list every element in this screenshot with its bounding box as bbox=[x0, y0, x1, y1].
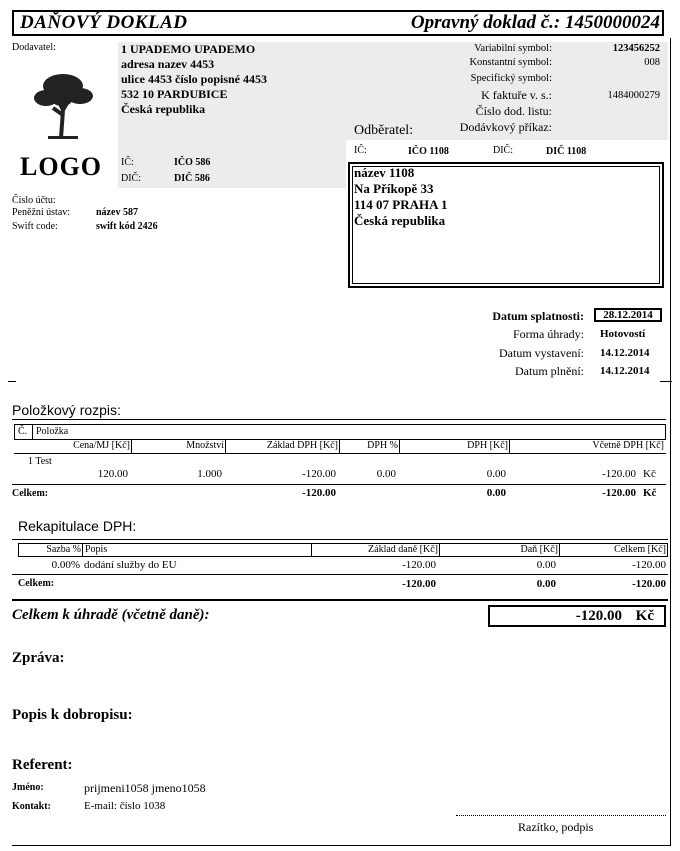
recap-rate-header: Sazba % bbox=[46, 544, 81, 555]
total-value: -120.00 bbox=[575, 608, 622, 624]
symbol-value: 008 bbox=[644, 57, 660, 68]
credit-note-label: Popis k dobropisu: bbox=[12, 707, 133, 723]
recap-base: -120.00 bbox=[402, 559, 436, 571]
symbol-label: Variabilní symbol: bbox=[474, 43, 552, 54]
recap-base-header: Základ daně [Kč] bbox=[368, 544, 438, 555]
symbol-row bbox=[346, 104, 660, 120]
payment-form-label: Forma úhrady: bbox=[513, 327, 584, 341]
recap-total: -120.00 bbox=[632, 559, 666, 571]
item-vat-pct: 0.00 bbox=[376, 468, 396, 480]
supplier-line: 532 10 PARDUBICE bbox=[121, 87, 228, 101]
col-vat-pct-header: DPH % bbox=[367, 440, 398, 451]
item-price: 120.00 bbox=[97, 468, 128, 480]
item-base: -120.00 bbox=[302, 468, 336, 480]
recap-desc-header: Popis bbox=[85, 544, 108, 555]
recap-vat: 0.00 bbox=[536, 559, 556, 571]
item-name: 1 Test bbox=[28, 456, 52, 467]
col-number-header: Č. bbox=[18, 426, 28, 437]
recap-rule bbox=[12, 539, 668, 540]
swift-value: swift kód 2426 bbox=[96, 221, 158, 232]
items-sum-total: -120.00 bbox=[602, 487, 636, 499]
referent-contact-label: Kontakt: bbox=[12, 801, 51, 812]
bank-label: Peněžní ústav: bbox=[12, 207, 71, 218]
total-currency: Kč bbox=[635, 608, 654, 624]
items-sum-vat: 0.00 bbox=[486, 487, 506, 499]
supplier-dic-label: DIČ: bbox=[121, 173, 141, 184]
document-title: DAŇOVÝ DOKLAD bbox=[20, 12, 188, 33]
recap-sum-label: Celkem: bbox=[18, 578, 55, 589]
items-head-row-1 bbox=[14, 424, 666, 440]
customer-dic-label: DIČ: bbox=[493, 145, 513, 156]
items-sum-currency: Kč bbox=[643, 487, 657, 499]
col-qty-header: Množství bbox=[186, 440, 224, 451]
items-rule bbox=[12, 419, 666, 420]
col-total-header: Včetně DPH [Kč] bbox=[592, 440, 664, 451]
symbol-row bbox=[346, 43, 660, 57]
recap-total-header: Celkem [Kč] bbox=[614, 544, 666, 555]
symbol-row bbox=[346, 57, 660, 71]
customer-ic-label: IČ: bbox=[354, 145, 367, 156]
col-item-header: Položka bbox=[36, 426, 69, 437]
total-label: Celkem k úhradě (včetně daně): bbox=[12, 607, 210, 623]
col-base-header: Základ DPH [Kč] bbox=[266, 440, 338, 451]
recap-title: Rekapitulace DPH: bbox=[18, 518, 137, 534]
items-sum-base: -120.00 bbox=[302, 487, 336, 499]
symbol-row bbox=[346, 71, 660, 88]
supplier-ic-label: IČ: bbox=[121, 157, 134, 168]
supplier-line: adresa nazev 4453 bbox=[121, 57, 215, 71]
supplier-ic-value: IČO 586 bbox=[174, 157, 211, 168]
swift-label: Swift code: bbox=[12, 221, 58, 232]
referent-contact-value: E-mail: číslo 1038 bbox=[84, 800, 166, 812]
account-label: Číslo účtu: bbox=[12, 195, 56, 206]
stamp-label: Razítko, podpis bbox=[518, 820, 594, 834]
supplier-line: 1 UPADEMO UPADEMO bbox=[121, 42, 256, 56]
symbol-value: 123456252 bbox=[612, 43, 660, 54]
recap-head-row bbox=[18, 543, 668, 557]
supplier-address bbox=[121, 42, 267, 117]
recap-rate: 0.00% bbox=[51, 559, 80, 571]
recap-sum-total: -120.00 bbox=[632, 578, 666, 590]
symbol-label: Specifický symbol: bbox=[470, 73, 552, 84]
recap-sum-rule bbox=[12, 574, 668, 575]
message-label: Zpráva: bbox=[12, 650, 65, 666]
document-number: Opravný doklad č.: 1450000024 bbox=[410, 12, 660, 33]
item-currency: Kč bbox=[643, 468, 656, 480]
items-title: Položkový rozpis: bbox=[12, 402, 121, 418]
bank-value: název 587 bbox=[96, 207, 138, 218]
referent-title: Referent: bbox=[12, 757, 73, 773]
customer-label: Odběratel: bbox=[354, 123, 414, 138]
issue-date-label: Datum vystavení: bbox=[499, 346, 584, 360]
issue-date-value: 14.12.2014 bbox=[600, 347, 650, 359]
referent-name-label: Jméno: bbox=[12, 782, 44, 793]
customer-line: Na Příkopě 33 bbox=[354, 181, 434, 196]
supplier-label: Dodavatel: bbox=[12, 42, 56, 53]
symbol-label: Číslo dod. listu: bbox=[475, 104, 552, 118]
total-box bbox=[488, 605, 666, 627]
payment-form-value: Hotovostí bbox=[600, 328, 646, 340]
symbol-label: Konstantní symbol: bbox=[469, 57, 552, 68]
document-header bbox=[12, 10, 664, 36]
supplier-line: Česká republika bbox=[121, 102, 206, 116]
customer-ic-value: IČO 1108 bbox=[408, 146, 449, 157]
supplier-line: ulice 4453 číslo popisné 4453 bbox=[121, 72, 268, 86]
items-sum-rule bbox=[12, 484, 666, 485]
items-head-row-2 bbox=[14, 440, 666, 454]
recap-sum-base: -120.00 bbox=[402, 578, 436, 590]
recap-sum-vat: 0.00 bbox=[536, 578, 556, 590]
fold-mark-right bbox=[660, 381, 672, 382]
item-total: -120.00 bbox=[602, 468, 636, 480]
due-date-label: Datum splatnosti: bbox=[492, 309, 584, 323]
tax-date-value: 14.12.2014 bbox=[600, 365, 650, 377]
customer-line: Česká republika bbox=[354, 213, 446, 228]
recap-desc: dodání služby do EU bbox=[84, 559, 177, 571]
customer-dic-value: DIČ 1108 bbox=[546, 146, 587, 157]
customer-line: název 1108 bbox=[354, 165, 415, 180]
items-sum-label: Celkem: bbox=[12, 488, 49, 499]
symbol-label: K faktuře v. s.: bbox=[481, 88, 552, 102]
col-divider bbox=[32, 425, 33, 439]
customer-line: 114 07 PRAHA 1 bbox=[354, 197, 448, 212]
col-vat-header: DPH [Kč] bbox=[467, 440, 508, 451]
total-rule bbox=[12, 599, 668, 601]
supplier-dic-value: DIČ 586 bbox=[174, 173, 210, 184]
recap-vat-header: Daň [Kč] bbox=[520, 544, 558, 555]
due-date-value: 28.12.2014 bbox=[594, 308, 662, 322]
col-divider bbox=[82, 544, 83, 556]
tree-logo-icon bbox=[28, 70, 98, 140]
logo-text: LOGO bbox=[20, 152, 103, 181]
symbol-row bbox=[346, 88, 660, 104]
customer-address bbox=[354, 165, 448, 229]
referent-name-value: prijmeni1058 jmeno1058 bbox=[84, 781, 206, 795]
col-price-header: Cena/MJ [Kč] bbox=[73, 440, 130, 451]
symbol-value: 1484000279 bbox=[607, 90, 660, 101]
tax-date-label: Datum plnění: bbox=[515, 364, 584, 378]
symbol-label: Dodávkový příkaz: bbox=[459, 120, 552, 134]
signature-line bbox=[456, 815, 666, 816]
fold-mark bbox=[8, 381, 16, 382]
item-vat: 0.00 bbox=[486, 468, 506, 480]
item-qty: 1.000 bbox=[197, 468, 222, 480]
